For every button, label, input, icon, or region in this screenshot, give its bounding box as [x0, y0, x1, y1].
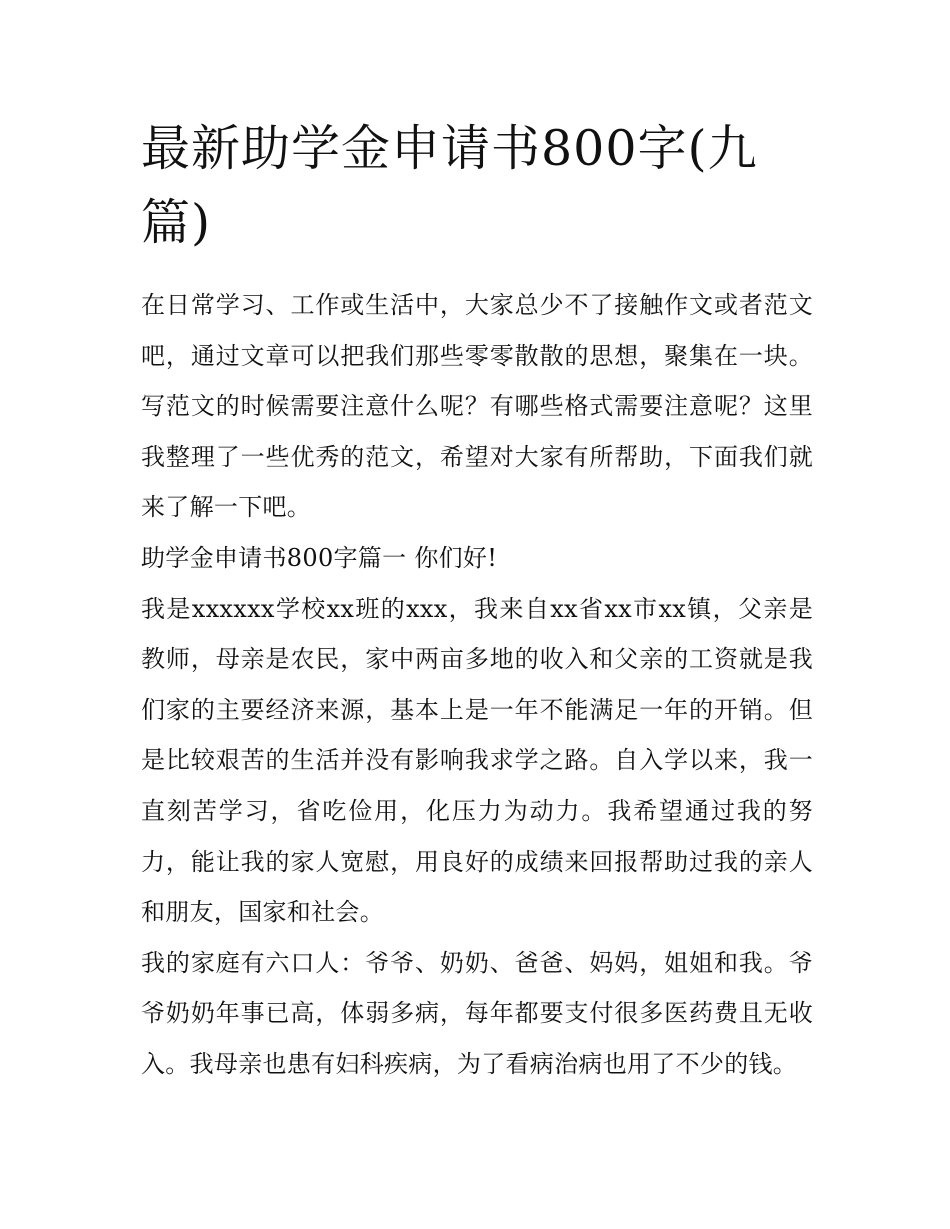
document-content [141, 112, 813, 1090]
body-paragraph-1: 我是xxxxxx学校xx班的xxx，我来自xx省xx市xx镇，父亲是教师，母亲是农民，家中两亩多地的收入和父亲的工资就是我们家的主要经济来源，基本上是一年不能满足一年的开销。但是比较艰苦的生活并没有影响我求学之路。自入学以来，我一直刻苦学习，省吃俭用，化压力为动力。我希望通过我的努力，能让我的家人宽慰，用良好的成绩来回报帮助过我的亲人和朋友，国家和社会。 [141, 594, 813, 927]
body-paragraph-2: 我的家庭有六口人：爷爷、奶奶、爸爸、妈妈，姐姐和我。爷爷奶奶年事已高，体弱多病，每年都要支付很多医药费且无收入。我母亲也患有妇科疾病，为了看病治病也用了不少的钱。 [141, 948, 813, 1078]
document-title: 最新助学金申请书800字(九篇) [141, 120, 758, 251]
section-heading-paragraph: 助学金申请书800字篇一 你们好! [141, 543, 498, 572]
intro-paragraph: 在日常学习、工作或生活中，大家总少不了接触作文或者范文吧，通过文章可以把我们那些零零散散的思想，聚集在一块。写范文的时候需要注意什么呢？有哪些格式需要注意呢？这里我整理了一些优秀的范文，希望对大家有所帮助，下面我们就来了解一下吧。 [141, 291, 813, 522]
